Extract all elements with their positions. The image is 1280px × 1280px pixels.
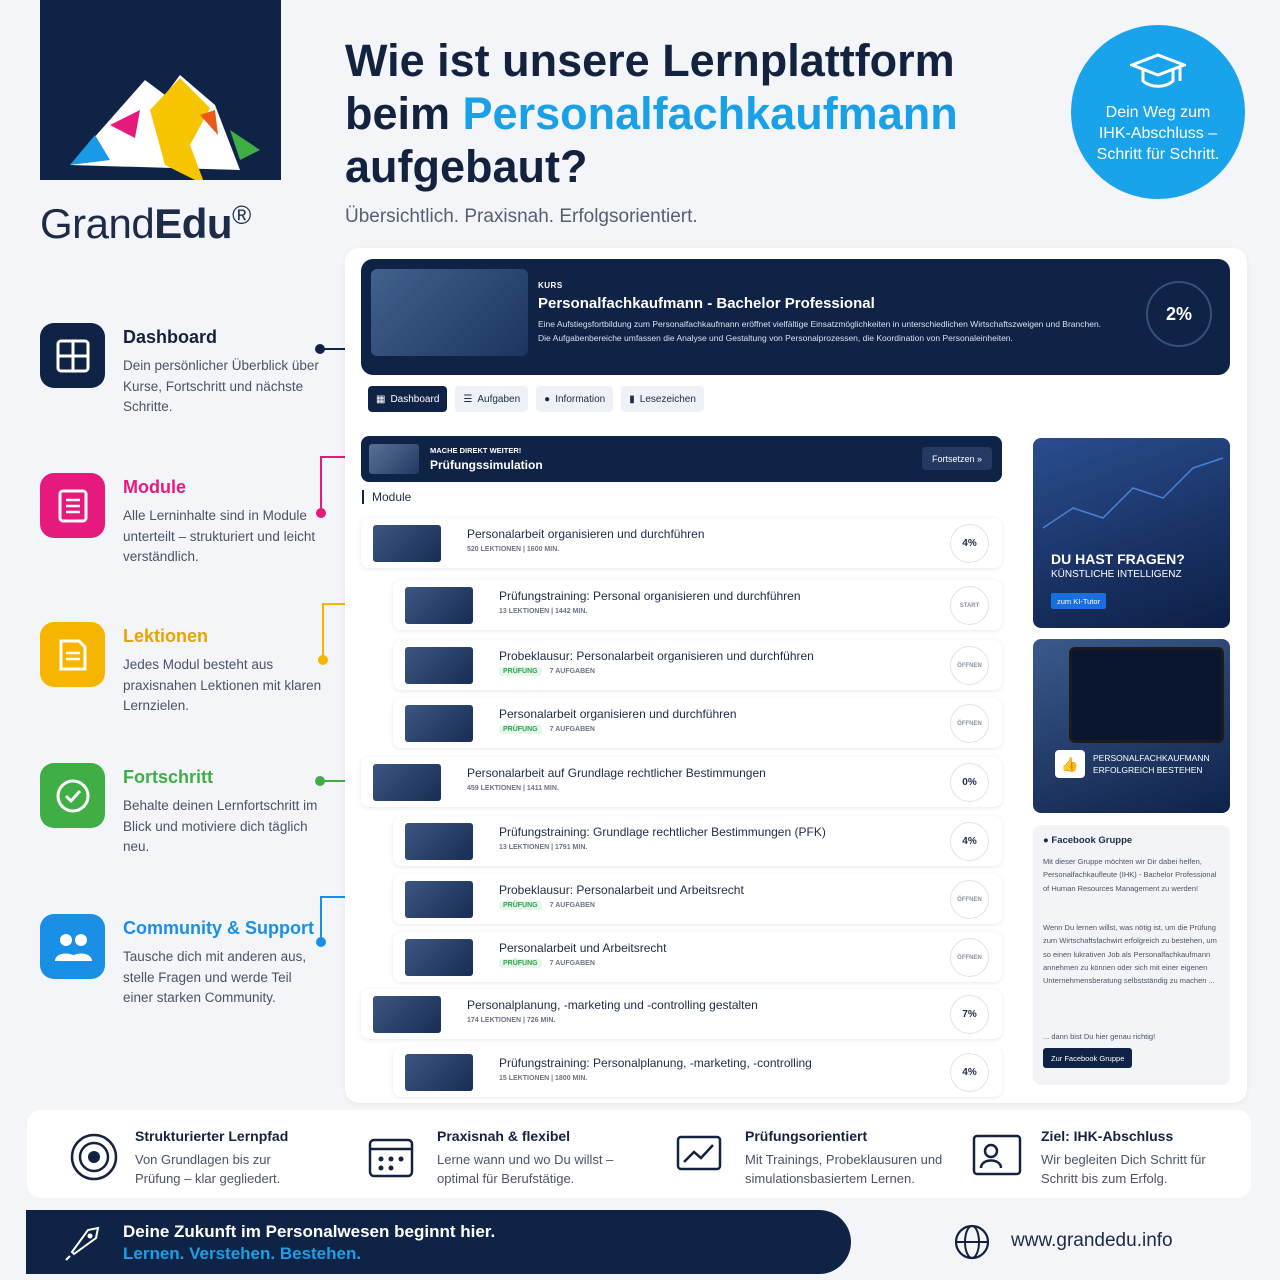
- module-title: Personalarbeit auf Grundlage rechtlicher Bestimmungen: [467, 766, 766, 780]
- page-subtitle: Übersichtlich. Praxisnah. Erfolgsorientiert.: [345, 206, 698, 227]
- module-meta: PRÜFUNG 7 AUFGABEN: [499, 902, 595, 909]
- module-title: Prüfungstraining: Personal organisieren und durchführen: [499, 589, 801, 603]
- graduation-cap-icon: [1130, 51, 1186, 93]
- ai-tutor-button[interactable]: zum KI-Tutor: [1051, 593, 1106, 609]
- tab-aufgaben[interactable]: ☰ Aufgaben: [455, 386, 528, 412]
- module-status[interactable]: 7%: [950, 995, 989, 1034]
- module-status[interactable]: ÖFFNEN: [950, 646, 989, 685]
- module-status[interactable]: START: [950, 586, 989, 625]
- bookmark-icon: ▮: [629, 393, 635, 405]
- module-thumbnail: [373, 764, 441, 801]
- website-link[interactable]: www.grandedu.info: [1011, 1230, 1173, 1251]
- continue-thumbnail: [369, 444, 419, 474]
- ai-tutor-card: DU HAST FRAGEN? KÜNSTLICHE INTELLIGENZ zum KI-Tutor: [1033, 438, 1230, 628]
- chart-graphic-icon: [1033, 438, 1230, 558]
- tab-information[interactable]: ● Information: [536, 386, 613, 412]
- module-title: Personalarbeit organisieren und durchführen: [499, 707, 737, 721]
- logo-mark: [40, 0, 281, 180]
- facebook-card: ● Facebook Gruppe Mit dieser Gruppe möchten wir Dir dabei helfen, Personalfachkaufleute (IHK) - Bachelor Professional of Human Resources Management zu werden! Wenn Du lernen willst, was nötig ist, um die Prüfung zum Wirtschaftsfachwirt erfolgreich zu bestehen, um so einen lukrativen Job als Personalfachkaufmann annehmen zu können oder sich mit einer eigenen Unternehmensberatung selbstständig zu machen ... ... dann bist Du hier genau richtig! Zur Facebook Gruppe: [1033, 825, 1230, 1085]
- tab-dashboard[interactable]: ▦ Dashboard: [368, 386, 447, 412]
- module-title: Prüfungstraining: Grundlage rechtlicher Bestimmungen (PFK): [499, 825, 826, 839]
- continue-banner: MACHE DIREKT WEITER! Prüfungssimulation Fortsetzen »: [361, 436, 1002, 482]
- users-icon: [40, 914, 105, 979]
- pruefung-badge: PRÜFUNG: [499, 959, 542, 968]
- book-icon: [40, 473, 105, 538]
- module-thumbnail: [405, 823, 473, 860]
- benefit-flexibel: Praxisnah & flexibel Lerne wann und wo Du willst – optimal für Berufstätige.: [367, 1128, 637, 1188]
- benefit-ihk: Ziel: IHK-Abschluss Wir begleiten Dich Schritt für Schritt bis zum Erfolg.: [971, 1128, 1221, 1188]
- module-thumbnail: [373, 525, 441, 562]
- module-meta: 13 LEKTIONEN | 1442 MIN.: [499, 608, 588, 615]
- module-row[interactable]: [361, 518, 1002, 568]
- tab-bar: [368, 386, 704, 412]
- dashboard-grid-icon: [40, 323, 105, 388]
- footer-banner: Deine Zukunft im Personalwesen beginnt hier. Lernen. Verstehen. Bestehen.: [26, 1210, 851, 1274]
- tab-lesezeichen[interactable]: ▮ Lesezeichen: [621, 386, 704, 412]
- module-title: Probeklausur: Personalarbeit organisieren und durchführen: [499, 649, 814, 663]
- module-meta: PRÜFUNG 7 AUFGABEN: [499, 726, 595, 733]
- pruefung-badge: PRÜFUNG: [499, 667, 542, 676]
- module-meta: 15 LEKTIONEN | 1800 MIN.: [499, 1075, 588, 1082]
- pruefung-badge: PRÜFUNG: [499, 901, 542, 910]
- continue-button[interactable]: Fortsetzen »: [922, 447, 992, 470]
- promo-card[interactable]: 👍 PERSONALFACHKAUFMANN ERFOLGREICH BESTEHEN: [1033, 639, 1230, 813]
- target-icon: [69, 1132, 119, 1182]
- module-status[interactable]: 4%: [950, 524, 989, 563]
- pruefung-badge: PRÜFUNG: [499, 725, 542, 734]
- module-meta: 520 LEKTIONEN | 1600 MIN.: [467, 546, 560, 553]
- ihk-badge: Dein Weg zum IHK-Abschluss – Schritt für Schritt.: [1071, 25, 1245, 199]
- module-status[interactable]: 0%: [950, 763, 989, 802]
- certificate-icon: [971, 1132, 1023, 1180]
- module-row[interactable]: [393, 816, 1002, 866]
- module-meta: PRÜFUNG 7 AUFGABEN: [499, 668, 595, 675]
- module-thumbnail: [405, 587, 473, 624]
- calendar-icon: [367, 1132, 415, 1180]
- benefit-pruefung: Prüfungsorientiert Mit Trainings, Probeklausuren und simulationsbasiertem Lernen.: [675, 1128, 965, 1188]
- module-row[interactable]: [393, 932, 1002, 982]
- module-row[interactable]: [361, 989, 1002, 1039]
- brand-name: GrandEdu®: [40, 200, 251, 247]
- module-status[interactable]: 4%: [950, 822, 989, 861]
- module-status[interactable]: ÖFFNEN: [950, 880, 989, 919]
- module-row[interactable]: [393, 698, 1002, 748]
- module-title: Personalarbeit organisieren und durchführen: [467, 527, 705, 541]
- page-title: Wie ist unsere Lernplattform beim Personalfachkaufmann aufgebaut?: [345, 35, 958, 192]
- module-title: Personalplanung, -marketing und -controlling gestalten: [467, 998, 758, 1012]
- modules-heading: Module: [362, 490, 411, 504]
- grid-icon: ▦: [376, 393, 386, 405]
- checkmark-icon: [40, 763, 105, 828]
- module-title: Personalarbeit und Arbeitsrecht: [499, 941, 667, 955]
- benefit-lernpfad: Strukturierter Lernpfad Von Grundlagen bis zur Prüfung – klar gegliedert.: [69, 1128, 315, 1188]
- facebook-group-button[interactable]: Zur Facebook Gruppe: [1043, 1048, 1132, 1068]
- chart-icon: [675, 1132, 723, 1180]
- module-meta: 174 LEKTIONEN | 726 MIN.: [467, 1017, 556, 1024]
- course-progress: 2%: [1146, 281, 1212, 347]
- globe-icon: [953, 1223, 991, 1261]
- module-thumbnail: [405, 647, 473, 684]
- laptop-image: [1069, 647, 1224, 743]
- module-thumbnail: [405, 705, 473, 742]
- module-row[interactable]: [393, 580, 1002, 630]
- document-icon: [40, 622, 105, 687]
- info-icon: ●: [544, 393, 551, 405]
- module-thumbnail: [405, 1054, 473, 1091]
- module-meta: 459 LEKTIONEN | 1411 MIN.: [467, 785, 559, 792]
- module-meta: PRÜFUNG 7 AUFGABEN: [499, 960, 595, 967]
- module-row[interactable]: [361, 757, 1002, 807]
- module-status[interactable]: ÖFFNEN: [950, 704, 989, 743]
- course-title: Personalfachkaufmann - Bachelor Professional: [538, 295, 875, 312]
- rocket-icon: [62, 1224, 102, 1262]
- module-row[interactable]: [393, 1047, 1002, 1097]
- course-header[interactable]: KURS Personalfachkaufmann - Bachelor Professional Eine Aufstiegsfortbildung zum Personalfachkaufmann eröffnet vielfältige Einsatzmöglichkeiten in unterschiedlichen Wirtschaftszweigen und Branchen. Die Aufgabenbereiche umfassen die Analyse und Gestaltung von Personalprozessen, die Koordination von Personaleinheiten. 2%: [361, 259, 1230, 375]
- benefits-bar: [27, 1110, 1251, 1198]
- module-thumbnail: [373, 996, 441, 1033]
- thumbs-up-icon: 👍: [1055, 750, 1085, 778]
- module-status[interactable]: 4%: [950, 1053, 989, 1092]
- module-title: Prüfungstraining: Personalplanung, -marketing, -controlling: [499, 1056, 812, 1070]
- module-status[interactable]: ÖFFNEN: [950, 938, 989, 977]
- module-row[interactable]: [393, 640, 1002, 690]
- module-thumbnail: [405, 881, 473, 918]
- module-meta: 13 LEKTIONEN | 1791 MIN.: [499, 844, 588, 851]
- module-row[interactable]: [393, 874, 1002, 924]
- list-icon: ☰: [463, 393, 473, 405]
- module-thumbnail: [405, 939, 473, 976]
- course-description: Eine Aufstiegsfortbildung zum Personalfachkaufmann eröffnet vielfältige Einsatzmöglichkeiten in unterschiedlichen Wirtschaftszweigen und Branchen. Die Aufgabenbereiche umfassen die Analyse und Gestaltung von Personalprozessen, die Koordination von Personaleinheiten.: [538, 319, 1102, 343]
- course-thumbnail: [371, 269, 528, 356]
- module-title: Probeklausur: Personalarbeit und Arbeitsrecht: [499, 883, 744, 897]
